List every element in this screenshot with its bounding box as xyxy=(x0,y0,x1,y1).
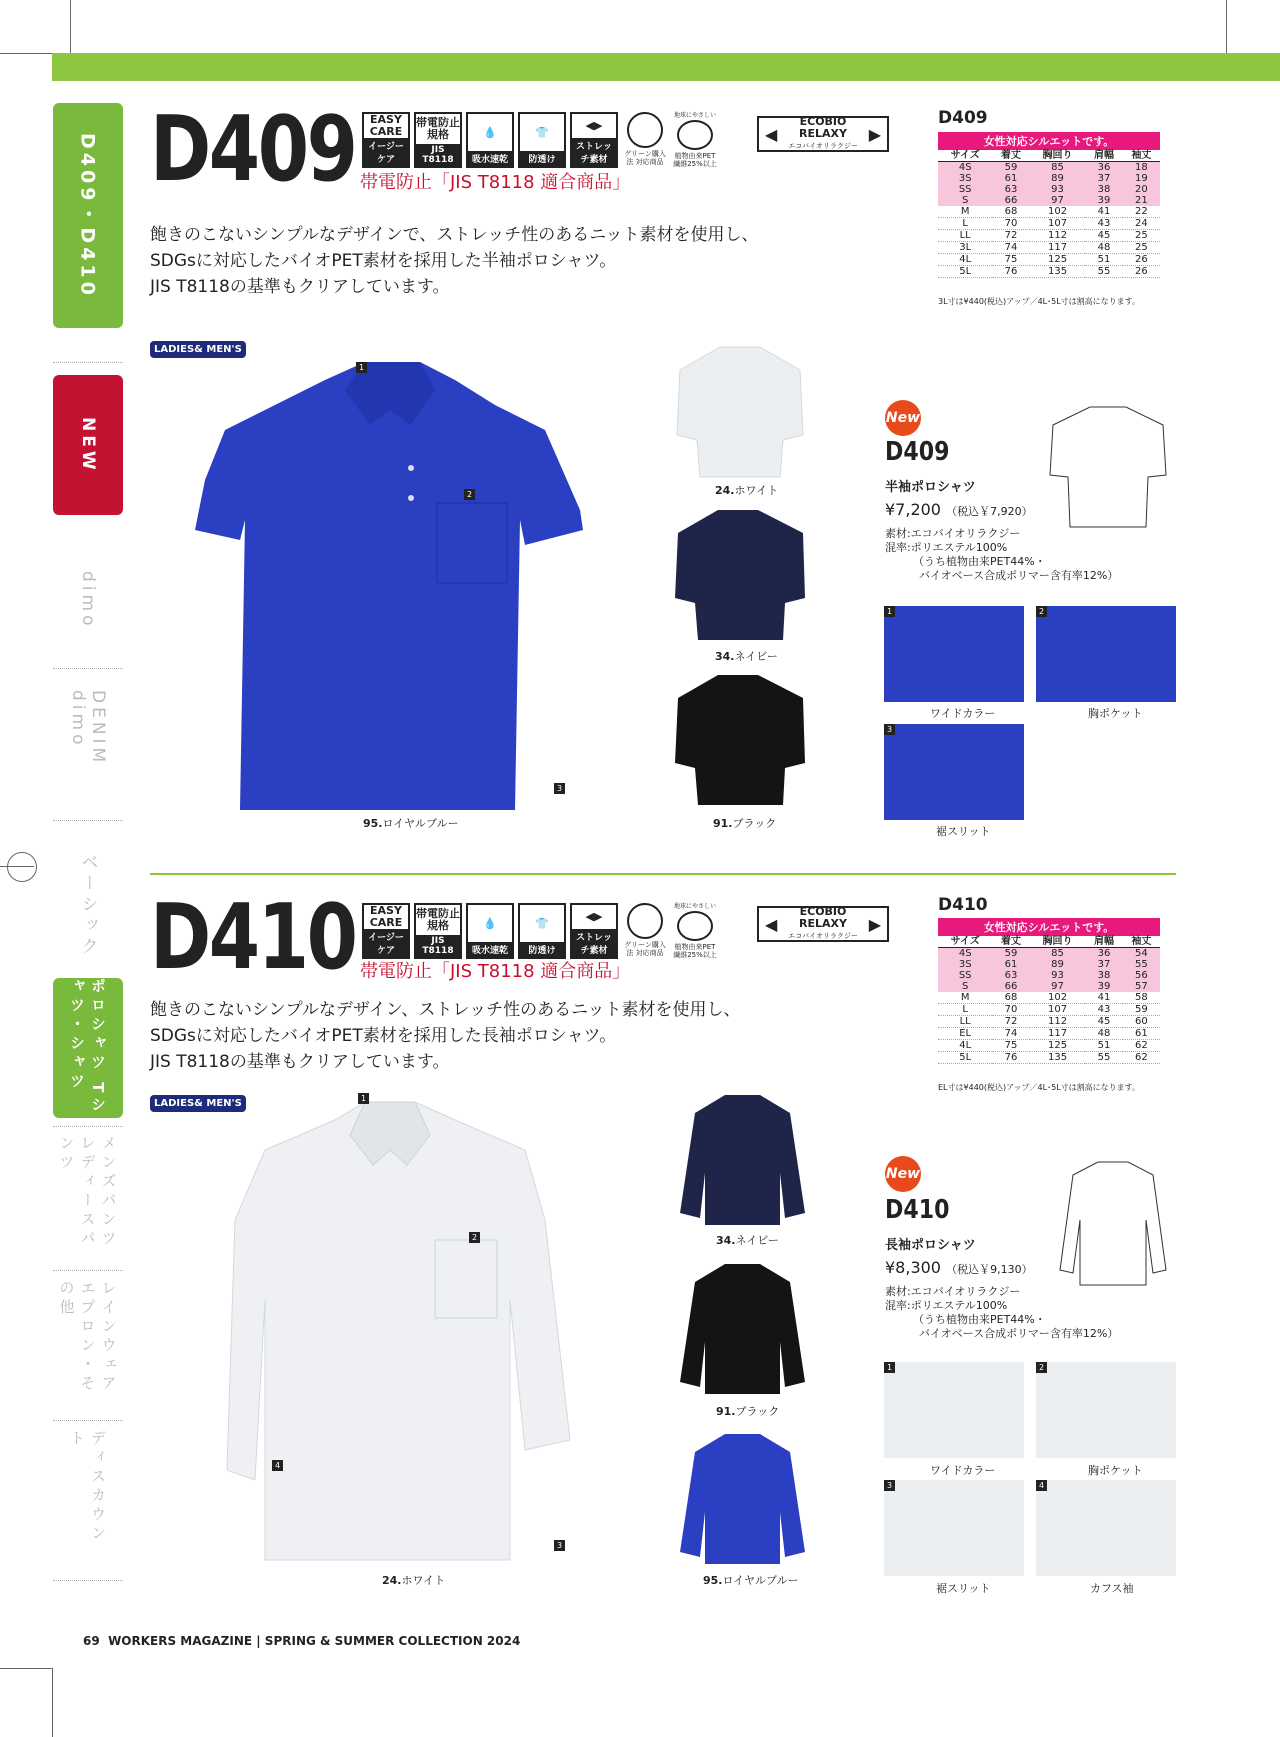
product-price: ¥7,200 （税込￥7,920） xyxy=(885,500,1033,519)
detail-marker-1: 1 xyxy=(356,362,367,373)
registration-mark xyxy=(7,852,37,882)
sidebar-label: D409・D410 xyxy=(76,132,99,299)
size-row: 5L 76 135 55 26 xyxy=(938,266,1160,278)
product-code: D410 xyxy=(885,1195,950,1225)
sidebar-item-pants[interactable] xyxy=(53,1135,123,1255)
size-row: EL 74 117 48 61 xyxy=(938,1028,1160,1040)
size-table-head: 女性対応シルエットです。 xyxy=(938,132,1160,150)
detail-photo-cuff xyxy=(1036,1480,1176,1576)
sidebar-label: NEW xyxy=(78,416,98,474)
size-row: 4L 75 125 51 26 xyxy=(938,254,1160,266)
sidebar-item-discount[interactable] xyxy=(53,1430,123,1560)
detail-marker-3: 3 xyxy=(884,1480,895,1491)
product-description: 飽きのこないシンプルなデザインで、ストレッチ性のあるニット素材を使用し、 SDGsに対応したバイオPET素材を採用した半袖ポロシャツ。 JIS T8118の基準もクリアしています。 xyxy=(150,225,759,297)
material-info: 素材:エコバイオリラクジー 混率:ポリエステル100% （うち植物由来PET44%・ バイオベース合成ポリマー含有率12%） xyxy=(885,527,1119,582)
main-photo-white xyxy=(225,1100,575,1570)
thumb-navy xyxy=(675,1093,810,1228)
crop-mark xyxy=(0,1668,52,1669)
crop-mark xyxy=(1226,0,1227,53)
size-row: 4S 59 85 36 18 xyxy=(938,162,1160,174)
detail-marker-2: 2 xyxy=(464,489,475,500)
size-row: L 70 107 43 59 xyxy=(938,1004,1160,1016)
size-table-title: D410 xyxy=(938,895,988,915)
new-badge: New xyxy=(885,400,921,436)
detail-photo-pocket xyxy=(1036,606,1176,702)
divider xyxy=(53,668,123,669)
divider xyxy=(53,1270,123,1271)
line-drawing-longsleeve xyxy=(1058,1160,1168,1290)
detail-caption: 裾スリット xyxy=(936,1582,991,1595)
stretch-icon: ◀▶ ストレッチ素材 xyxy=(570,903,618,959)
sidebar-item-basic[interactable] xyxy=(53,840,123,970)
size-row: M 68 102 41 22 xyxy=(938,206,1160,218)
main-photo-royal-blue xyxy=(195,360,585,815)
color-caption: 91.ブラック xyxy=(713,817,777,830)
size-table-head: 女性対応シルエットです。 xyxy=(938,918,1160,936)
top-green-bar xyxy=(52,53,1280,81)
ecobio-relaxy-logo: ◀ ECOBIO RELAXY エコバイオリラクジー ▶ xyxy=(757,116,889,152)
section-divider xyxy=(150,873,1176,875)
sidebar-label: DENIM dimo xyxy=(68,690,108,767)
model-title: D409 xyxy=(150,97,356,202)
size-row: LL 72 112 45 60 xyxy=(938,1016,1160,1028)
water-absorb-icon: 💧 吸水速乾 xyxy=(466,903,514,959)
detail-photo-collar xyxy=(884,606,1024,702)
color-caption: 91.ブラック xyxy=(716,1405,780,1418)
detail-caption: 裾スリット xyxy=(936,825,991,838)
size-row: SS 63 93 38 56 xyxy=(938,970,1160,981)
green-purchase-icon: グリーン購入法 対応商品 xyxy=(622,903,668,959)
sidebar-item-polo[interactable] xyxy=(53,978,123,1118)
size-row: SS 63 93 38 20 xyxy=(938,184,1160,195)
detail-marker-2: 2 xyxy=(1036,1362,1047,1373)
size-row: S 66 97 39 57 xyxy=(938,981,1160,992)
feature-icons xyxy=(362,112,718,168)
sidebar-label: dimo xyxy=(78,570,98,630)
thumb-royal-blue xyxy=(675,1432,810,1567)
thumb-black xyxy=(673,673,808,808)
divider xyxy=(53,820,123,821)
crop-mark xyxy=(0,53,52,54)
size-row: LL 72 112 45 25 xyxy=(938,230,1160,242)
color-caption: 24.ホワイト xyxy=(382,1574,446,1587)
color-caption: 34.ネイビー xyxy=(716,1234,779,1247)
color-caption: 95.ロイヤルブルー xyxy=(703,1574,799,1587)
product-price: ¥8,300 （税込￥9,130） xyxy=(885,1258,1033,1277)
detail-marker-3: 3 xyxy=(554,783,565,794)
sidebar-label: メンズパンツ レディースパンツ xyxy=(57,1135,118,1249)
product-name: 長袖ポロシャツ xyxy=(885,1238,976,1253)
detail-marker-1: 1 xyxy=(358,1093,369,1104)
size-table-title: D409 xyxy=(938,108,988,128)
easy-care-icon: EASY CARE イージーケア xyxy=(362,112,410,168)
divider xyxy=(53,1420,123,1421)
detail-caption: ワイドカラー xyxy=(930,707,996,720)
page-footer: 69 WORKERS MAGAZINE | SPRING & SUMMER COLLECTION 2024 xyxy=(83,1634,521,1648)
jis-subtitle: 帯電防止「JIS T8118 適合商品」 xyxy=(360,172,631,193)
color-caption: 24.ホワイト xyxy=(715,484,779,497)
anti-seethrough-icon: 👕 防透け xyxy=(518,903,566,959)
size-note: 3L寸は¥440(税込)アップ／4L･5L寸は割高になります。 xyxy=(938,297,1141,306)
size-row: 3S 61 89 37 19 xyxy=(938,173,1160,184)
size-row: M 68 102 41 58 xyxy=(938,992,1160,1004)
antistatic-icon: 帯電防止 規格 JIS T8118 xyxy=(414,903,462,959)
detail-photo-collar xyxy=(884,1362,1024,1458)
sidebar-item-new[interactable] xyxy=(53,375,123,515)
detail-marker-4: 4 xyxy=(272,1460,283,1471)
material-info: 素材:エコバイオリラクジー 混率:ポリエステル100% （うち植物由来PET44%・ バイオベース合成ポリマー含有率12%） xyxy=(885,1285,1119,1340)
jis-subtitle: 帯電防止「JIS T8118 適合商品」 xyxy=(360,961,631,982)
size-row: S 66 97 39 21 xyxy=(938,195,1160,206)
product-description: 飽きのこないシンプルなデザイン、ストレッチ性のあるニット素材を使用し、 SDGsに対応したバイオPET素材を採用した長袖ポロシャツ。 JIS T8118の基準もクリアしています。 xyxy=(150,1000,741,1072)
water-absorb-icon: 💧 吸水速乾 xyxy=(466,112,514,168)
detail-caption: 胸ポケット xyxy=(1088,707,1143,720)
thumb-black xyxy=(675,1262,810,1397)
model-title: D410 xyxy=(150,885,356,990)
size-row: 3S 61 89 37 55 xyxy=(938,959,1160,970)
detail-marker-2: 2 xyxy=(1036,606,1047,617)
thumb-navy xyxy=(673,508,808,643)
size-table: 女性対応シルエットです。 サイズ 着丈 胸回り 肩幅 袖丈 4S 59 85 36 18 3S 61 89 37 19 SS 63 93 38 20 S 66 97 39 21 M 68 102 41 22 L 70 107 43 24 LL 72 112 45 25 3L 74 117 48 25 4L 75 125 51 26 5L 76 135 55 26 xyxy=(938,132,1160,278)
detail-caption: カフス袖 xyxy=(1090,1582,1134,1595)
ladies-mens-badge: LADIES& MEN'S xyxy=(150,1095,246,1112)
crop-mark xyxy=(70,0,71,53)
crop-mark xyxy=(52,1668,53,1737)
easy-care-icon: EASY CARE イージーケア xyxy=(362,903,410,959)
sidebar-label: ディスカウント xyxy=(68,1430,107,1544)
plant-pet-icon: 地球にやさしい 植物由来PET 繊維25%以上 xyxy=(673,112,717,168)
sidebar-label: ポロシャツ Tシャツ・シャツ xyxy=(68,978,107,1116)
size-row: 3L 74 117 48 25 xyxy=(938,242,1160,254)
detail-caption: ワイドカラー xyxy=(930,1464,996,1477)
detail-marker-3: 3 xyxy=(884,724,895,735)
sidebar-item-denim[interactable] xyxy=(53,690,123,800)
detail-marker-1: 1 xyxy=(884,1362,895,1373)
color-caption: 34.ネイビー xyxy=(715,650,778,663)
plant-pet-icon: 地球にやさしい 植物由来PET 繊維25%以上 xyxy=(673,903,717,959)
detail-marker-4: 4 xyxy=(1036,1480,1047,1491)
detail-photo-slit xyxy=(884,724,1024,820)
sidebar-item-d409-d410[interactable] xyxy=(53,103,123,328)
detail-marker-1: 1 xyxy=(884,606,895,617)
feature-icons xyxy=(362,903,718,959)
size-row: L 70 107 43 24 xyxy=(938,218,1160,230)
divider xyxy=(53,1126,123,1127)
size-row: 5L 76 135 55 62 xyxy=(938,1052,1160,1064)
ecobio-relaxy-logo: ◀ ECOBIO RELAXY エコバイオリラクジー ▶ xyxy=(757,906,889,942)
new-badge: New xyxy=(885,1156,921,1192)
sidebar-label: ベーシック xyxy=(77,852,98,958)
detail-photo-slit xyxy=(884,1480,1024,1576)
thumb-white xyxy=(675,345,805,480)
divider xyxy=(53,1580,123,1581)
size-row: 4S 59 85 36 54 xyxy=(938,948,1160,960)
detail-marker-2: 2 xyxy=(469,1232,480,1243)
anti-seethrough-icon: 👕 防透け xyxy=(518,112,566,168)
sidebar-item-dimo[interactable] xyxy=(53,545,123,655)
sidebar-item-rain[interactable] xyxy=(53,1280,123,1410)
size-row: 4L 75 125 51 62 xyxy=(938,1040,1160,1052)
sidebar-label: レインウェア エプロン・その他 xyxy=(57,1280,118,1394)
detail-marker-3: 3 xyxy=(554,1540,565,1551)
divider xyxy=(53,362,123,363)
size-note: EL寸は¥440(税込)アップ／4L･5L寸は割高になります。 xyxy=(938,1083,1141,1092)
stretch-icon: ◀▶ ストレッチ素材 xyxy=(570,112,618,168)
product-code: D409 xyxy=(885,437,950,467)
color-caption: 95.ロイヤルブルー xyxy=(363,817,459,830)
detail-photo-pocket xyxy=(1036,1362,1176,1458)
size-table: 女性対応シルエットです。 サイズ 着丈 胸回り 肩幅 袖丈 4S 59 85 36 54 3S 61 89 37 55 SS 63 93 38 56 S 66 97 39 57 M 68 102 41 58 L 70 107 43 59 LL 72 112 45 60 EL 74 117 48 61 4L 75 125 51 62 5L 76 135 55 62 xyxy=(938,918,1160,1064)
product-name: 半袖ポロシャツ xyxy=(885,480,976,495)
line-drawing-shortsleeve xyxy=(1048,405,1168,530)
antistatic-icon: 帯電防止 規格 JIS T8118 xyxy=(414,112,462,168)
green-purchase-icon: グリーン購入法 対応商品 xyxy=(622,112,668,168)
ladies-mens-badge: LADIES& MEN'S xyxy=(150,341,246,358)
detail-caption: 胸ポケット xyxy=(1088,1464,1143,1477)
